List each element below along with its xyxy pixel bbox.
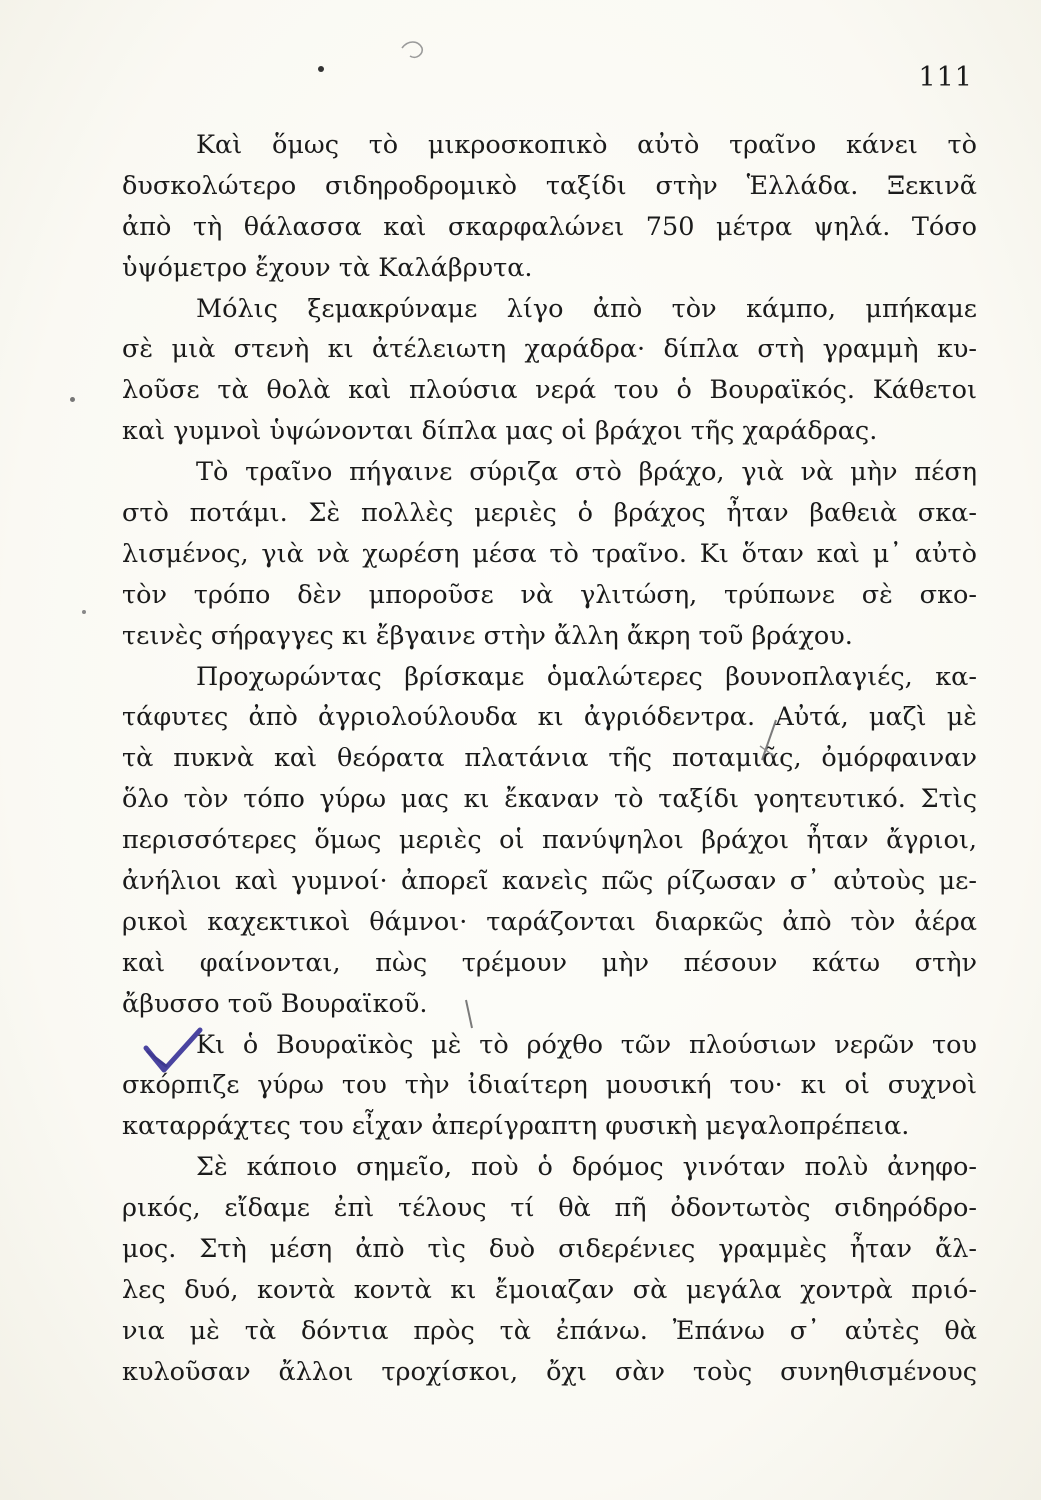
pencil-scribble-icon bbox=[396, 34, 436, 74]
text-line: ὑψόμετρο ἔχουν τὰ Καλάβρυτα. bbox=[122, 252, 533, 283]
text-line: Μόλις ξεμακρύναμε λίγο ἀπὸ τὸν κάμπο, μπήκαμε bbox=[196, 293, 977, 324]
paragraph bbox=[122, 1147, 977, 1392]
text-line: ἀπὸ τὴ θάλασσα καὶ σκαρφαλώνει 750 μέτρα ψηλά. Τόσο bbox=[122, 211, 977, 242]
text-line: περισσότερες ὅμως μεριὲς οἱ πανύψηλοι βράχοι ἦταν ἄγριοι, bbox=[122, 825, 977, 856]
text-line: μος. Στὴ μέση ἀπὸ τὶς δυὸ σιδερένιες γραμμὲς ἦταν ἄλ- bbox=[122, 1234, 977, 1265]
text-line: ὅλο τὸν τόπο γύρω μας κι ἔκαναν τὸ ταξίδι γοητευτικό. Στὶς bbox=[122, 784, 977, 815]
text-line: λισμένος, γιὰ νὰ χωρέση μέσα τὸ τραῖνο. Κι ὅταν καὶ μ᾿ αὐτὸ bbox=[122, 538, 977, 569]
margin-dot bbox=[70, 397, 75, 402]
margin-dot bbox=[82, 610, 86, 614]
paragraph bbox=[122, 289, 977, 453]
text-line: ἄβυσσο τοῦ Βουραϊκοῦ. bbox=[122, 988, 428, 1019]
ink-dot bbox=[318, 66, 324, 72]
paragraph bbox=[122, 125, 977, 289]
text-line: δυσκολώτερο σιδηροδρομικὸ ταξίδι στὴν Ἑλλάδα. Ξεκινᾶ bbox=[122, 170, 977, 201]
text-line: τὰ πυκνὰ καὶ θεόρατα πλατάνια τῆς ποταμιᾶς, ὀμόρφαιναν bbox=[122, 743, 977, 774]
text-line: ἀνήλιοι καὶ γυμνοί· ἀπορεῖ κανεὶς πῶς ρίζωσαν σ᾿ αὐτοὺς με- bbox=[122, 866, 977, 897]
paragraph bbox=[122, 657, 977, 1025]
text-line: καὶ γυμνοὶ ὑψώνονται δίπλα μας οἱ βράχοι τῆς χαράδρας. bbox=[122, 416, 878, 447]
text-line: τεινὲς σήραγγες κι ἔβγαινε στὴν ἄλλη ἄκρη τοῦ βράχου. bbox=[122, 620, 853, 651]
text-line: Σὲ κάποιο σημεῖο, ποὺ ὁ δρόμος γινόταν πολὺ ἀνηφο- bbox=[196, 1152, 977, 1183]
text-line: Καὶ ὅμως τὸ μικροσκοπικὸ αὐτὸ τραῖνο κάνει τὸ bbox=[196, 130, 977, 160]
paragraph bbox=[122, 1025, 977, 1148]
text-line: Τὸ τραῖνο πήγαινε σύριζα στὸ βράχο, γιὰ νὰ μὴν πέση bbox=[196, 457, 977, 488]
paragraph bbox=[122, 452, 977, 656]
body-text bbox=[122, 125, 977, 1393]
text-line: λες δυό, κοντὰ κοντὰ κι ἔμοιαζαν σὰ μεγάλα χοντρὰ πριό- bbox=[122, 1274, 977, 1305]
text-line: Προχωρώντας βρίσκαμε ὁμαλώτερες βουνοπλαγιές, κα- bbox=[196, 661, 977, 692]
text-line: καὶ φαίνονται, πὼς τρέμουν μὴν πέσουν κάτω στὴν bbox=[122, 947, 977, 978]
text-line: λοῦσε τὰ θολὰ καὶ πλούσια νερά του ὁ Βουραϊκός. Κάθετοι bbox=[122, 375, 977, 406]
text-line: νια μὲ τὰ δόντια πρὸς τὰ ἐπάνω. Ἐπάνω σ᾿ αὐτὲς θὰ bbox=[122, 1315, 977, 1346]
page-number: 111 bbox=[918, 62, 973, 93]
text-line: ρικός, εἴδαμε ἐπὶ τέλους τί θὰ πῆ ὀδοντωτὸς σιδηρόδρο- bbox=[122, 1193, 977, 1224]
text-line: τὸν τρόπο δὲν μποροῦσε νὰ γλιτώση, τρύπωνε σὲ σκο- bbox=[122, 579, 977, 610]
text-line: τάφυτες ἀπὸ ἀγριολούλουδα κι ἀγριόδεντρα. Αὐτά, μαζὶ μὲ bbox=[122, 702, 977, 733]
text-line: καταρράχτες του εἶχαν ἀπερίγραπτη φυσικὴ μεγαλοπρέπεια. bbox=[122, 1111, 910, 1142]
text-line: σκόρπιζε γύρω του τὴν ἰδιαίτερη μουσική του· κι οἱ συχνοὶ bbox=[122, 1070, 977, 1101]
text-line: κυλοῦσαν ἄλλοι τροχίσκοι, ὄχι σὰν τοὺς συνηθισμένους bbox=[122, 1356, 977, 1387]
text-line: στὸ ποτάμι. Σὲ πολλὲς μεριὲς ὁ βράχος ἦταν βαθειὰ σκα- bbox=[122, 498, 977, 529]
text-line: σὲ μιὰ στενὴ κι ἀτέλειωτη χαράδρα· δίπλα στὴ γραμμὴ κυ- bbox=[122, 334, 977, 365]
text-line: Κι ὁ Βουραϊκὸς μὲ τὸ ρόχθο τῶν πλούσιων νερῶν του bbox=[196, 1029, 977, 1060]
text-line: ρικοὶ καχεκτικοὶ θάμνοι· ταράζονται διαρκῶς ἀπὸ τὸν ἀέρα bbox=[122, 906, 977, 937]
